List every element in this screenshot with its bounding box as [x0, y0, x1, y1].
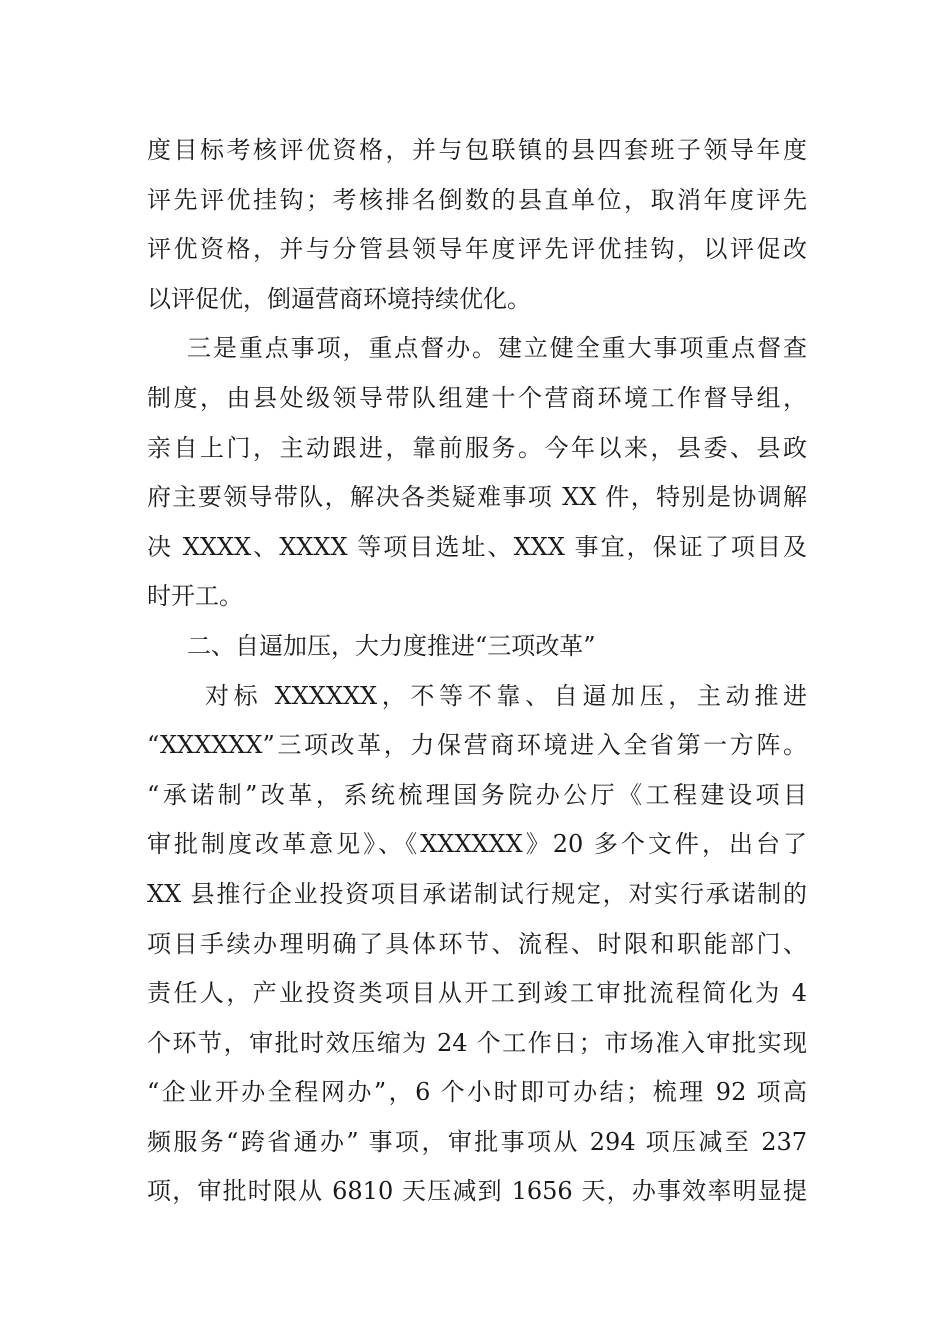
text-line: XX 县推行企业投资项目承诺制试行规定，对实行承诺制的 — [147, 879, 807, 908]
text-line: 审批制度改革意见》、《XXXXXX》20 多个文件，出台了 — [147, 830, 807, 859]
text-line: 以评促优，倒逼营商环境持续优化。 — [147, 284, 531, 313]
text-line: “承诺制”改革，系统梳理国务院办公厅《工程建设项目 — [147, 780, 807, 809]
section-heading: 二、自逼加压，大力度推进“三项改革” — [187, 631, 596, 660]
text-line: 评优资格，并与分管县领导年度评先评优挂钩，以评促改 — [147, 235, 807, 264]
text-line: 三是重点事项，重点督办。建立健全重大事项重点督查 — [187, 334, 807, 363]
text-line: 频服务“跨省通办” 事项，审批事项从 294 项压减至 237 — [147, 1127, 807, 1156]
text-line: “XXXXXX”三项改革，力保营商环境进入全省第一方阵。 — [147, 731, 807, 760]
text-line: 对标 XXXXXX，不等不靠、自逼加压，主动推进 — [205, 681, 807, 710]
text-line: 项目手续办理明确了具体环节、流程、时限和职能部门、 — [147, 929, 807, 958]
document-body — [147, 126, 807, 1217]
text-line: 个环节，审批时效压缩为 24 个工作日；市场准入审批实现 — [147, 1028, 807, 1057]
text-line: 制度，由县处级领导带队组建十个营商环境工作督导组， — [147, 383, 807, 412]
text-line: 时开工。 — [147, 582, 243, 611]
text-line: 度目标考核评优资格，并与包联镇的县四套班子领导年度 — [147, 136, 807, 164]
text-line: 府主要领导带队，解决各类疑难事项 XX 件，特别是协调解 — [147, 483, 807, 512]
text-line: 决 XXXX、XXXX 等项目选址、XXX 事宜，保证了项目及 — [147, 532, 807, 561]
text-line: 责任人，产业投资类项目从开工到竣工审批流程简化为 4 — [147, 979, 807, 1008]
text-line: 亲自上门，主动跟进，靠前服务。今年以来，县委、县政 — [147, 433, 807, 462]
text-line: 评先评优挂钩；考核排名倒数的县直单位，取消年度评先 — [147, 185, 807, 214]
text-line: “企业开办全程网办”，6 个小时即可办结；梳理 92 项高 — [147, 1078, 807, 1107]
text-line: 项，审批时限从 6810 天压减到 1656 天，办事效率明显提 — [147, 1177, 807, 1206]
